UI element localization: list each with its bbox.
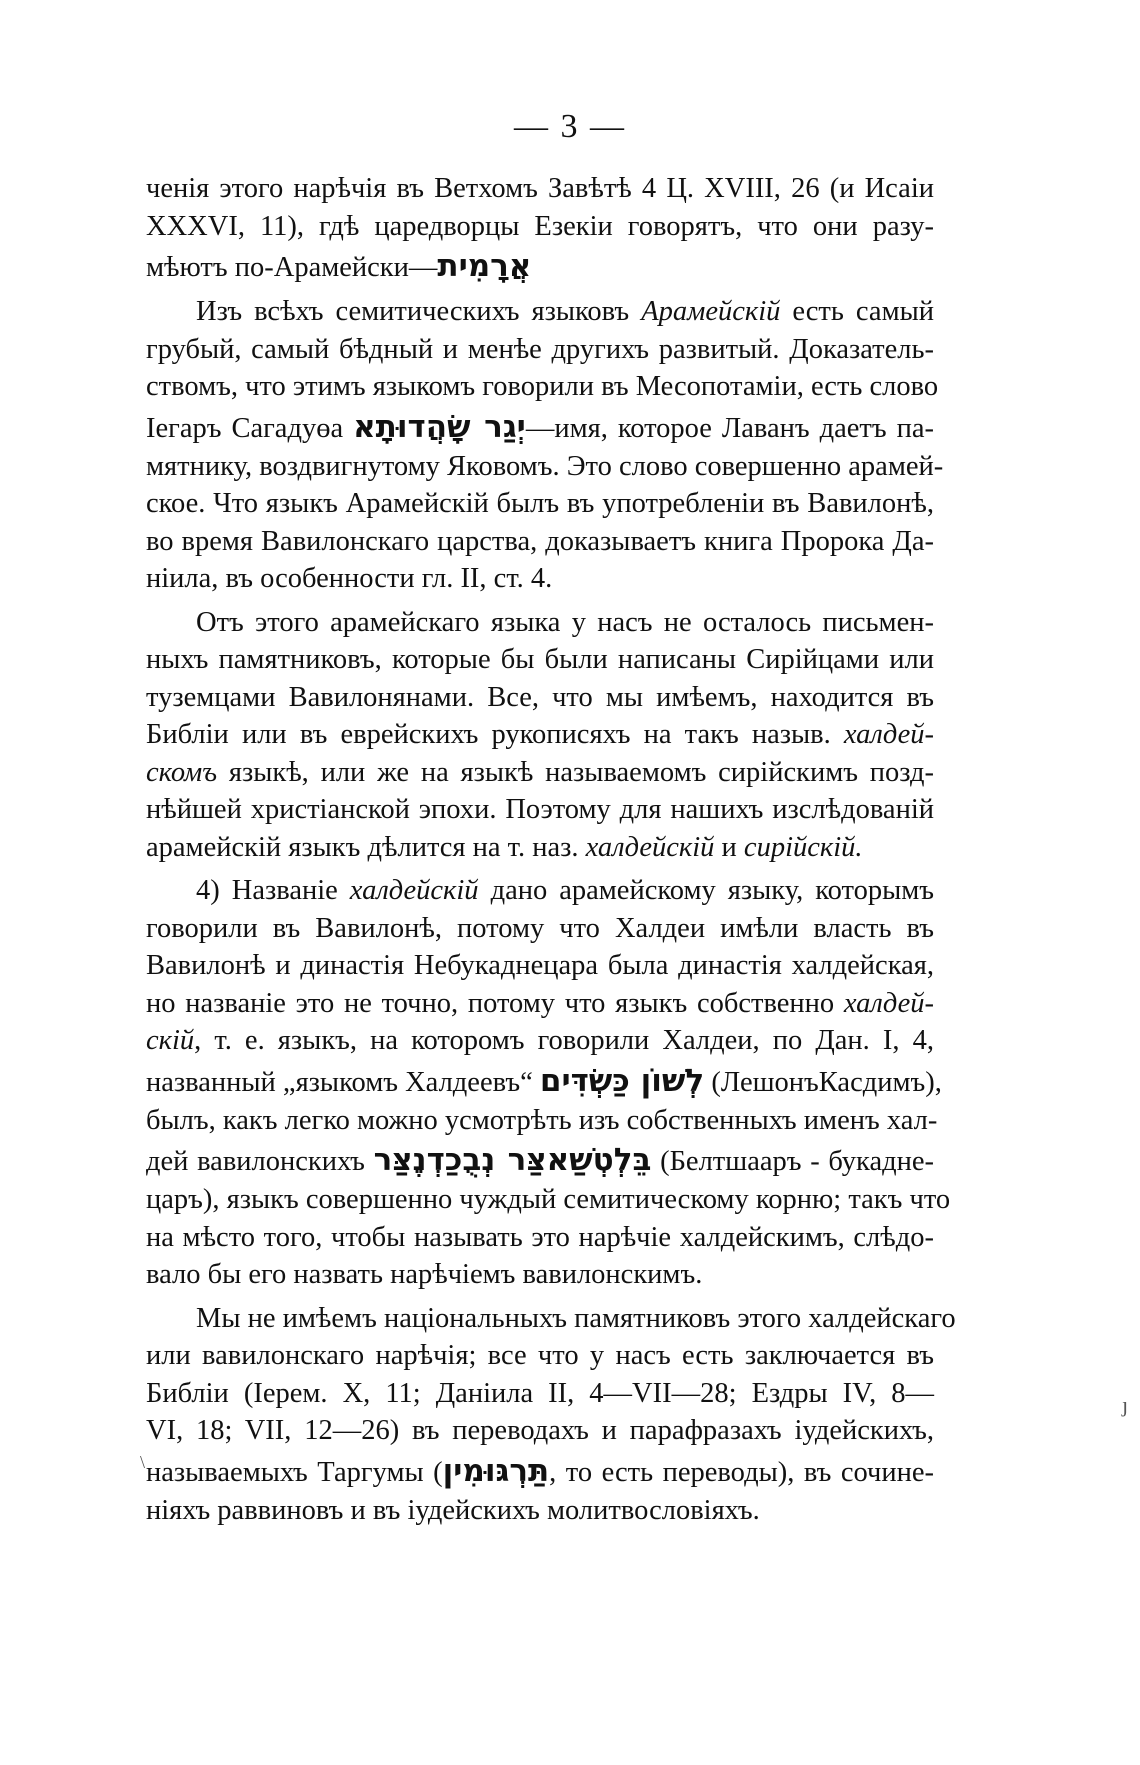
text-line bbox=[146, 679, 934, 717]
text-line bbox=[146, 1300, 956, 1338]
line-text: Мы не имѣемъ національныхъ памятниковъ этого халдейскаго bbox=[196, 1302, 956, 1334]
text-line bbox=[146, 1139, 934, 1181]
paragraph-p1 bbox=[146, 170, 934, 287]
text-line bbox=[146, 1375, 934, 1413]
text-line bbox=[146, 791, 934, 829]
text-line bbox=[146, 1181, 951, 1219]
line-text: Іегаръ Сагадуөа bbox=[146, 412, 354, 444]
line-text: дей вавилонскихъ bbox=[146, 1146, 374, 1177]
text-line bbox=[146, 170, 934, 208]
line-text: Библіи или въ еврейскихъ рукописяхъ на такъ назыв. bbox=[146, 719, 844, 750]
line-text: , т. е. языкъ, на которомъ говорили Халдеи, по Дан. I, 4, bbox=[194, 1025, 934, 1056]
text-line bbox=[146, 1060, 942, 1102]
line-text: Изъ всѣхъ семитическихъ языковъ bbox=[196, 296, 642, 327]
text-line bbox=[146, 560, 934, 598]
text-line bbox=[146, 1219, 934, 1257]
line-text: Библіи (Іерем. X, 11; Даніила II, 4—VII—28; Ездры IV, 8— bbox=[146, 1377, 934, 1409]
page-number: — 3 — bbox=[514, 108, 626, 145]
text-line bbox=[146, 716, 934, 754]
paragraph-p2 bbox=[146, 293, 944, 598]
italic-term: халдей- bbox=[843, 987, 934, 1019]
line-text: былъ, какъ легко можно усмотрѣть изъ собственныхъ именъ хал- bbox=[146, 1104, 938, 1136]
line-text: и bbox=[714, 831, 744, 863]
text-line bbox=[146, 872, 934, 910]
text-line bbox=[146, 910, 934, 948]
italic-term: Арамейскій bbox=[641, 296, 781, 327]
text-line bbox=[146, 985, 934, 1023]
italic-term: скомъ bbox=[146, 756, 218, 788]
italic-term: халдей- bbox=[843, 719, 934, 750]
text-line bbox=[146, 604, 934, 642]
line-text: на мѣсто того, чтобы называть это нарѣчіе халдейскимъ, слѣдо- bbox=[146, 1221, 934, 1253]
line-text: дано арамейскому языку, которымъ bbox=[478, 875, 935, 906]
hebrew-word: תַּרְגּוּמִין bbox=[442, 1452, 550, 1489]
line-text: нѣйшей христіанской эпохи. Поэтому для нашихъ изслѣдованій bbox=[146, 794, 934, 825]
hebrew-word: יְגַר שָׂהֲדוּתָא bbox=[353, 408, 526, 445]
line-text: ныхъ памятниковъ, которые бы были написаны Сирійцами или bbox=[146, 644, 934, 675]
paragraph-p3 bbox=[146, 604, 934, 867]
line-text: языкѣ, или же на языкѣ называемомъ сирійскимъ позд- bbox=[217, 756, 934, 788]
line-text: Отъ этого арамейскаго языка у насъ не осталось письмен- bbox=[196, 606, 934, 638]
text-line bbox=[146, 754, 934, 792]
line-text: ніила, въ особенности гл. II, ст. 4. bbox=[146, 563, 553, 594]
text-line bbox=[146, 293, 934, 331]
text-line bbox=[146, 1412, 934, 1450]
right-margin-mark: ȷ bbox=[1122, 1392, 1129, 1417]
line-text: говорили въ Вавилонѣ, потому что Халдеи имѣли власть въ bbox=[146, 912, 934, 944]
line-text: грубый, самый бѣдный и менѣе другихъ развитый. Доказатель- bbox=[146, 333, 934, 365]
text-line bbox=[146, 641, 934, 679]
line-text: (ЛешонъКасдимъ), bbox=[704, 1066, 942, 1098]
line-text: ствомъ, что этимъ языкомъ говорили въ Месопотаміи, есть слово bbox=[146, 371, 939, 402]
paragraph-p4 bbox=[146, 872, 951, 1294]
italic-term: сирійскій. bbox=[743, 831, 863, 863]
italic-term: халдейскій bbox=[585, 831, 715, 863]
text-line bbox=[146, 1337, 934, 1375]
hebrew-word: לְשׁוֹן כַּשְׂדִּים bbox=[539, 1062, 705, 1099]
line-text: или вавилонскаго нарѣчія; все что у насъ есть заключается въ bbox=[146, 1340, 934, 1371]
line-text: ское. Что языкъ Арамейскій былъ въ употребленіи въ Вавилонѣ, bbox=[146, 488, 934, 519]
hebrew-word: בֵּלְטְשַׁאצַּר נְבֻכַדְנֶצַּר bbox=[373, 1142, 652, 1178]
text-line bbox=[146, 1256, 934, 1294]
line-text: царъ), языкъ совершенно чуждый семитическому корню; такъ что bbox=[146, 1184, 951, 1215]
text-line bbox=[146, 1022, 934, 1060]
line-text: но названіе это не точно, потому что языкъ собственно bbox=[146, 987, 844, 1019]
line-text: XXXVI, 11), гдѣ царедворцы Езекіи говорятъ, что они разу- bbox=[146, 210, 934, 242]
text-body bbox=[146, 170, 956, 1529]
text-line bbox=[146, 947, 934, 985]
text-line bbox=[146, 368, 939, 406]
text-line bbox=[146, 406, 934, 448]
text-line bbox=[146, 523, 934, 561]
line-text: есть самый bbox=[780, 296, 935, 327]
hebrew-word: אֲרָמִית bbox=[437, 248, 532, 284]
text-line bbox=[146, 448, 944, 486]
text-line bbox=[146, 1492, 934, 1530]
paragraph-p5 bbox=[146, 1300, 956, 1530]
text-line bbox=[146, 1102, 938, 1140]
line-text: туземцами Вавилонянами. Все, что мы имѣемъ, находится въ bbox=[146, 681, 934, 713]
line-text: арамейскій языкъ дѣлится на т. наз. bbox=[146, 831, 586, 863]
line-text: названный „языкомъ Халдеевъ“ bbox=[146, 1066, 540, 1098]
line-text: ченія этого нарѣчія въ Ветхомъ Завѣтѣ 4 Ц. XVIII, 26 (и Исаіи bbox=[146, 173, 934, 204]
bottom-left-mark: \ bbox=[140, 1452, 146, 1472]
line-text: вало бы его назвать нарѣчіемъ вавилонскимъ. bbox=[146, 1259, 703, 1290]
line-text: 4) Названіе bbox=[196, 875, 350, 906]
italic-term: халдейскій bbox=[349, 875, 479, 906]
line-text: мятнику, воздвигнутому Яковомъ. Это слово совершенно арамей- bbox=[146, 450, 944, 482]
line-text: , то есть переводы), въ сочине- bbox=[549, 1456, 934, 1488]
line-text: (Белтшааръ - букадне- bbox=[651, 1146, 935, 1177]
text-line bbox=[146, 829, 934, 867]
italic-term: скій bbox=[146, 1025, 195, 1056]
line-text: во время Вавилонскаго царства, доказываетъ книга Пророка Да- bbox=[146, 525, 934, 557]
text-line bbox=[146, 331, 934, 369]
line-text: VI, 18; VII, 12—26) въ переводахъ и парафразахъ іудейскихъ, bbox=[146, 1415, 934, 1446]
line-text: ніяхъ раввиновъ и въ іудейскихъ молитвословіяхъ. bbox=[146, 1494, 760, 1526]
text-line bbox=[146, 485, 934, 523]
line-text: мѣютъ по-Арамейски— bbox=[146, 252, 438, 283]
text-line bbox=[146, 208, 934, 246]
text-line bbox=[146, 1450, 934, 1492]
text-line bbox=[146, 245, 934, 287]
line-text: Вавилонѣ и династія Небукаднецара была династія халдейская, bbox=[146, 950, 934, 981]
line-text: —имя, которое Лаванъ даетъ па- bbox=[525, 412, 934, 444]
line-text: называемыхъ Таргумы ( bbox=[146, 1456, 443, 1488]
